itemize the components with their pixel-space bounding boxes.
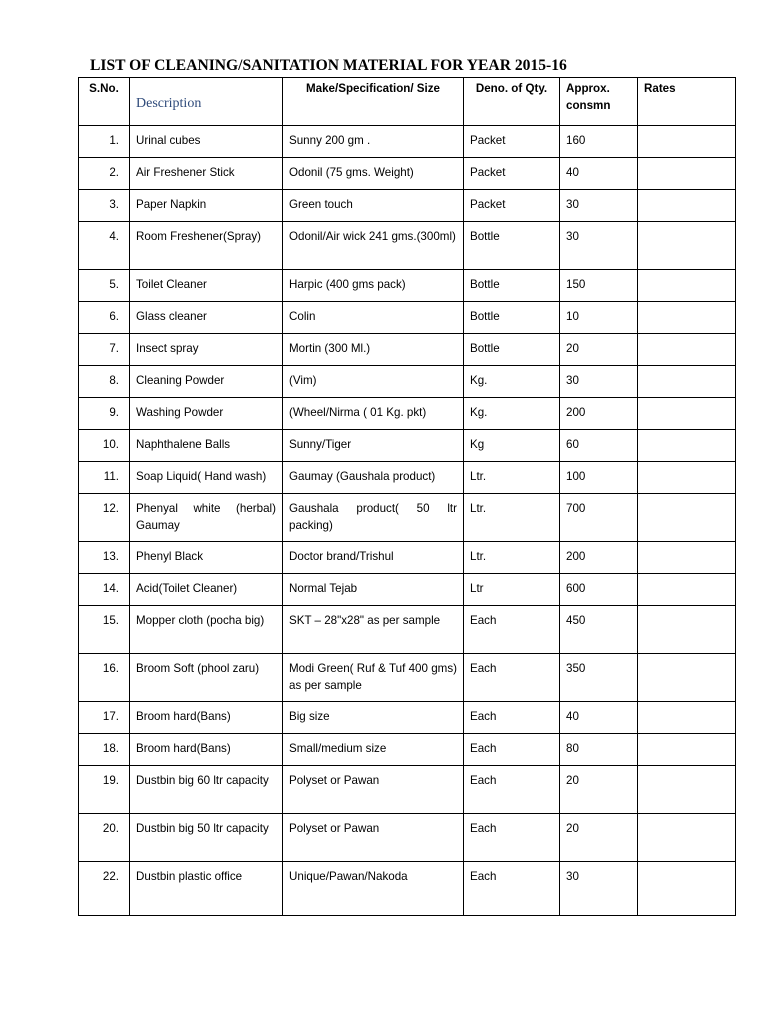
table-row — [79, 862, 736, 916]
cell-deno: Bottle — [464, 222, 560, 270]
cell-approx-consmn: 450 — [560, 606, 638, 654]
cell-approx-consmn: 40 — [560, 702, 638, 734]
cell-deno: Bottle — [464, 302, 560, 334]
cell-description: Acid(Toilet Cleaner) — [130, 574, 283, 606]
table-row — [79, 222, 736, 270]
cell-description: Broom Soft (phool zaru) — [130, 654, 283, 702]
table-row — [79, 606, 736, 654]
cell-rates — [638, 494, 736, 542]
cell-deno: Ltr. — [464, 462, 560, 494]
cell-rates — [638, 702, 736, 734]
cell-make: Polyset or Pawan — [283, 766, 464, 814]
cell-make: (Vim) — [283, 366, 464, 398]
cell-sno: 19. — [79, 766, 130, 814]
cell-deno: Ltr — [464, 574, 560, 606]
cell-make: Unique/Pawan/Nakoda — [283, 862, 464, 916]
header-approx: Approx. consmn — [560, 78, 638, 126]
cell-approx-consmn: 350 — [560, 654, 638, 702]
table-header-row — [79, 78, 736, 126]
cell-sno: 12. — [79, 494, 130, 542]
cell-description: Soap Liquid( Hand wash) — [130, 462, 283, 494]
header-description: Description — [130, 78, 283, 126]
cell-rates — [638, 574, 736, 606]
cell-approx-consmn: 150 — [560, 270, 638, 302]
cell-deno: Bottle — [464, 334, 560, 366]
cell-rates — [638, 126, 736, 158]
cell-rates — [638, 462, 736, 494]
cell-make: Odonil (75 gms. Weight) — [283, 158, 464, 190]
cell-sno: 6. — [79, 302, 130, 334]
cell-deno: Each — [464, 734, 560, 766]
cell-approx-consmn: 30 — [560, 366, 638, 398]
cell-description: Broom hard(Bans) — [130, 702, 283, 734]
cell-deno: Each — [464, 766, 560, 814]
cell-sno: 15. — [79, 606, 130, 654]
cell-make: Sunny 200 gm . — [283, 126, 464, 158]
header-make: Make/Specification/ Size — [283, 78, 464, 126]
cell-deno: Packet — [464, 158, 560, 190]
cell-description: Dustbin plastic office — [130, 862, 283, 916]
cell-make: Green touch — [283, 190, 464, 222]
cell-sno: 4. — [79, 222, 130, 270]
table-row — [79, 814, 736, 862]
header-sno: S.No. — [79, 78, 130, 126]
cell-approx-consmn: 20 — [560, 334, 638, 366]
cell-approx-consmn: 20 — [560, 814, 638, 862]
cell-sno: 11. — [79, 462, 130, 494]
cell-rates — [638, 542, 736, 574]
cell-deno: Each — [464, 654, 560, 702]
cell-rates — [638, 862, 736, 916]
cell-make: Odonil/Air wick 241 gms.(300ml) — [283, 222, 464, 270]
table-row — [79, 126, 736, 158]
materials-table — [78, 77, 736, 916]
cell-rates — [638, 814, 736, 862]
cell-sno: 7. — [79, 334, 130, 366]
cell-deno: Kg. — [464, 366, 560, 398]
cell-make: Normal Tejab — [283, 574, 464, 606]
cell-make: Gaushala product( 50 ltr packing) — [283, 494, 464, 542]
cell-approx-consmn: 60 — [560, 430, 638, 462]
cell-deno: Each — [464, 702, 560, 734]
cell-description: Air Freshener Stick — [130, 158, 283, 190]
cell-rates — [638, 190, 736, 222]
cell-approx-consmn: 20 — [560, 766, 638, 814]
cell-approx-consmn: 30 — [560, 222, 638, 270]
cell-deno: Each — [464, 814, 560, 862]
cell-rates — [638, 606, 736, 654]
table-row — [79, 702, 736, 734]
table-row — [79, 190, 736, 222]
cell-sno: 18. — [79, 734, 130, 766]
cell-rates — [638, 334, 736, 366]
cell-description: Phenyl Black — [130, 542, 283, 574]
cell-sno: 10. — [79, 430, 130, 462]
cell-sno: 22. — [79, 862, 130, 916]
header-rates: Rates — [638, 78, 736, 126]
cell-description: Dustbin big 50 ltr capacity — [130, 814, 283, 862]
cell-sno: 2. — [79, 158, 130, 190]
table-row — [79, 366, 736, 398]
table-row — [79, 430, 736, 462]
cell-deno: Packet — [464, 126, 560, 158]
cell-make: Big size — [283, 702, 464, 734]
document-title: LIST OF CLEANING/SANITATION MATERIAL FOR YEAR 2015-16 — [90, 57, 567, 74]
table-row — [79, 494, 736, 542]
cell-description: Urinal cubes — [130, 126, 283, 158]
table-row — [79, 542, 736, 574]
cell-deno: Packet — [464, 190, 560, 222]
cell-rates — [638, 430, 736, 462]
table-row — [79, 654, 736, 702]
cell-make: Harpic (400 gms pack) — [283, 270, 464, 302]
cell-description: Mopper cloth (pocha big) — [130, 606, 283, 654]
cell-description: Washing Powder — [130, 398, 283, 430]
cell-sno: 17. — [79, 702, 130, 734]
cell-approx-consmn: 40 — [560, 158, 638, 190]
cell-approx-consmn: 80 — [560, 734, 638, 766]
cell-deno: Ltr. — [464, 542, 560, 574]
table-row — [79, 766, 736, 814]
cell-description: Paper Napkin — [130, 190, 283, 222]
table-row — [79, 270, 736, 302]
cell-make: Polyset or Pawan — [283, 814, 464, 862]
table-row — [79, 158, 736, 190]
cell-make: Colin — [283, 302, 464, 334]
cell-rates — [638, 766, 736, 814]
cell-approx-consmn: 700 — [560, 494, 638, 542]
table-row — [79, 302, 736, 334]
cell-sno: 14. — [79, 574, 130, 606]
table-row — [79, 334, 736, 366]
cell-sno: 13. — [79, 542, 130, 574]
cell-description: Cleaning Powder — [130, 366, 283, 398]
cell-make: Gaumay (Gaushala product) — [283, 462, 464, 494]
cell-sno: 9. — [79, 398, 130, 430]
cell-approx-consmn: 30 — [560, 862, 638, 916]
cell-deno: Kg. — [464, 398, 560, 430]
cell-rates — [638, 270, 736, 302]
cell-approx-consmn: 200 — [560, 398, 638, 430]
cell-approx-consmn: 200 — [560, 542, 638, 574]
cell-rates — [638, 654, 736, 702]
header-deno: Deno. of Qty. — [464, 78, 560, 126]
cell-deno: Each — [464, 862, 560, 916]
cell-description: Phenyal white (herbal) Gaumay — [130, 494, 283, 542]
cell-rates — [638, 302, 736, 334]
cell-make: (Wheel/Nirma ( 01 Kg. pkt) — [283, 398, 464, 430]
cell-sno: 3. — [79, 190, 130, 222]
cell-description: Broom hard(Bans) — [130, 734, 283, 766]
cell-approx-consmn: 600 — [560, 574, 638, 606]
cell-sno: 1. — [79, 126, 130, 158]
cell-rates — [638, 366, 736, 398]
cell-deno: Each — [464, 606, 560, 654]
cell-approx-consmn: 10 — [560, 302, 638, 334]
cell-sno: 16. — [79, 654, 130, 702]
cell-description: Insect spray — [130, 334, 283, 366]
cell-sno: 20. — [79, 814, 130, 862]
table-row — [79, 734, 736, 766]
cell-make: Sunny/Tiger — [283, 430, 464, 462]
cell-rates — [638, 158, 736, 190]
cell-sno: 8. — [79, 366, 130, 398]
cell-description: Toilet Cleaner — [130, 270, 283, 302]
cell-description: Glass cleaner — [130, 302, 283, 334]
cell-rates — [638, 734, 736, 766]
cell-approx-consmn: 160 — [560, 126, 638, 158]
cell-make: Doctor brand/Trishul — [283, 542, 464, 574]
cell-description: Room Freshener(Spray) — [130, 222, 283, 270]
cell-rates — [638, 222, 736, 270]
cell-approx-consmn: 30 — [560, 190, 638, 222]
cell-sno: 5. — [79, 270, 130, 302]
cell-make: Modi Green( Ruf & Tuf 400 gms) as per sample — [283, 654, 464, 702]
cell-deno: Ltr. — [464, 494, 560, 542]
cell-make: Mortin (300 Ml.) — [283, 334, 464, 366]
cell-deno: Kg — [464, 430, 560, 462]
cell-approx-consmn: 100 — [560, 462, 638, 494]
cell-make: SKT – 28"x28" as per sample — [283, 606, 464, 654]
cell-description: Dustbin big 60 ltr capacity — [130, 766, 283, 814]
table-row — [79, 462, 736, 494]
cell-make: Small/medium size — [283, 734, 464, 766]
cell-deno: Bottle — [464, 270, 560, 302]
cell-description: Naphthalene Balls — [130, 430, 283, 462]
table-row — [79, 574, 736, 606]
table-row — [79, 398, 736, 430]
cell-rates — [638, 398, 736, 430]
